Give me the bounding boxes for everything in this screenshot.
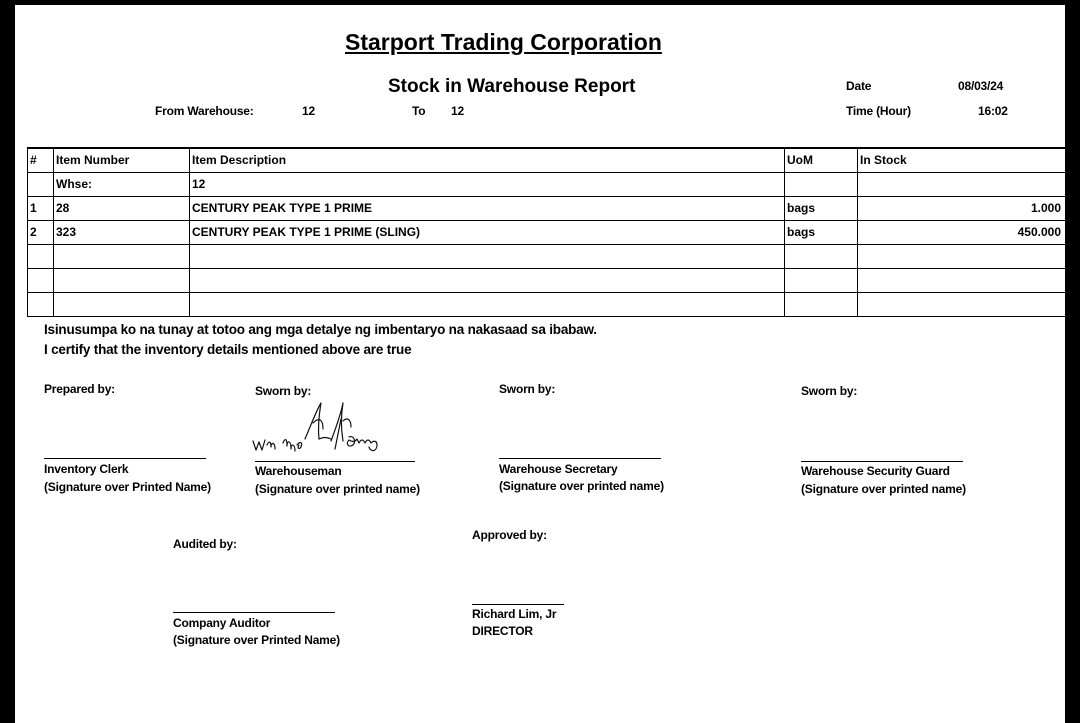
date-value: 08/03/24 [958,79,1004,93]
stock-table [27,147,1065,317]
warehouse-secretary-note: (Signature over printed name) [499,479,664,493]
column-header: Item Description [190,148,785,173]
item-in-stock: 1.000 [858,197,1066,221]
signature-line [173,612,335,613]
company-auditor-note: (Signature over Printed Name) [173,633,340,647]
warehouse-row [28,173,1066,197]
from-warehouse-label: From Warehouse: [155,104,254,118]
sworn-by-caption: Sworn by: [801,384,858,398]
prepared-by-caption: Prepared by: [44,382,115,396]
report-page [15,5,1065,723]
item-in-stock: 450.000 [858,221,1066,245]
item-description: CENTURY PEAK TYPE 1 PRIME (SLING) [190,221,785,245]
signature-line [801,461,963,462]
signature-line [255,461,415,462]
certification-filipino: Isinusumpa ko na tunay at totoo ang mga detalye ng imbentaryo na nakasaad sa ibabaw. [44,322,597,337]
approved-by-caption: Approved by: [472,528,547,542]
item-description: CENTURY PEAK TYPE 1 PRIME [190,197,785,221]
empty-row [28,245,1066,269]
report-title: Stock in Warehouse Report [388,76,636,97]
row-number: 1 [28,197,54,221]
signature-line [499,458,661,459]
warehouse-secretary-role: Warehouse Secretary [499,462,618,476]
empty-row [28,269,1066,293]
column-header: In Stock [858,148,1066,173]
company-auditor-role: Company Auditor [173,616,271,630]
item-number: 323 [54,221,190,245]
row-number: 2 [28,221,54,245]
table-row [28,221,1066,245]
time-label: Time (Hour) [846,104,911,118]
whse-value: 12 [190,173,785,197]
warehouseman-role: Warehouseman [255,464,342,478]
warehouseman-signature [249,401,399,461]
column-header: Item Number [54,148,190,173]
from-warehouse-value: 12 [302,104,315,118]
company-name: Starport Trading Corporation [345,29,662,55]
signature-line [44,458,206,459]
table-row [28,197,1066,221]
item-uom: bags [785,197,858,221]
director-name: Richard Lim, Jr [472,607,557,621]
date-label: Date [846,79,872,93]
to-warehouse-value: 12 [451,104,464,118]
empty-row [28,293,1066,317]
director-role: DIRECTOR [472,624,533,638]
sworn-by-caption: Sworn by: [499,382,556,396]
security-guard-role: Warehouse Security Guard [801,464,950,478]
sworn-by-caption: Sworn by: [255,384,312,398]
signature-line [472,604,564,605]
time-value: 16:02 [978,104,1008,118]
whse-label: Whse: [54,173,190,197]
column-header: # [28,148,54,173]
table-header-row [28,148,1066,173]
security-guard-note: (Signature over printed name) [801,482,966,496]
item-uom: bags [785,221,858,245]
certification-english: I certify that the inventory details mentioned above are true [44,342,412,357]
column-header: UoM [785,148,858,173]
inventory-clerk-note: (Signature over Printed Name) [44,480,211,494]
inventory-clerk-role: Inventory Clerk [44,462,129,476]
item-number: 28 [54,197,190,221]
to-warehouse-label: To [412,104,426,118]
audited-by-caption: Audited by: [173,537,237,551]
warehouseman-note: (Signature over printed name) [255,482,420,496]
